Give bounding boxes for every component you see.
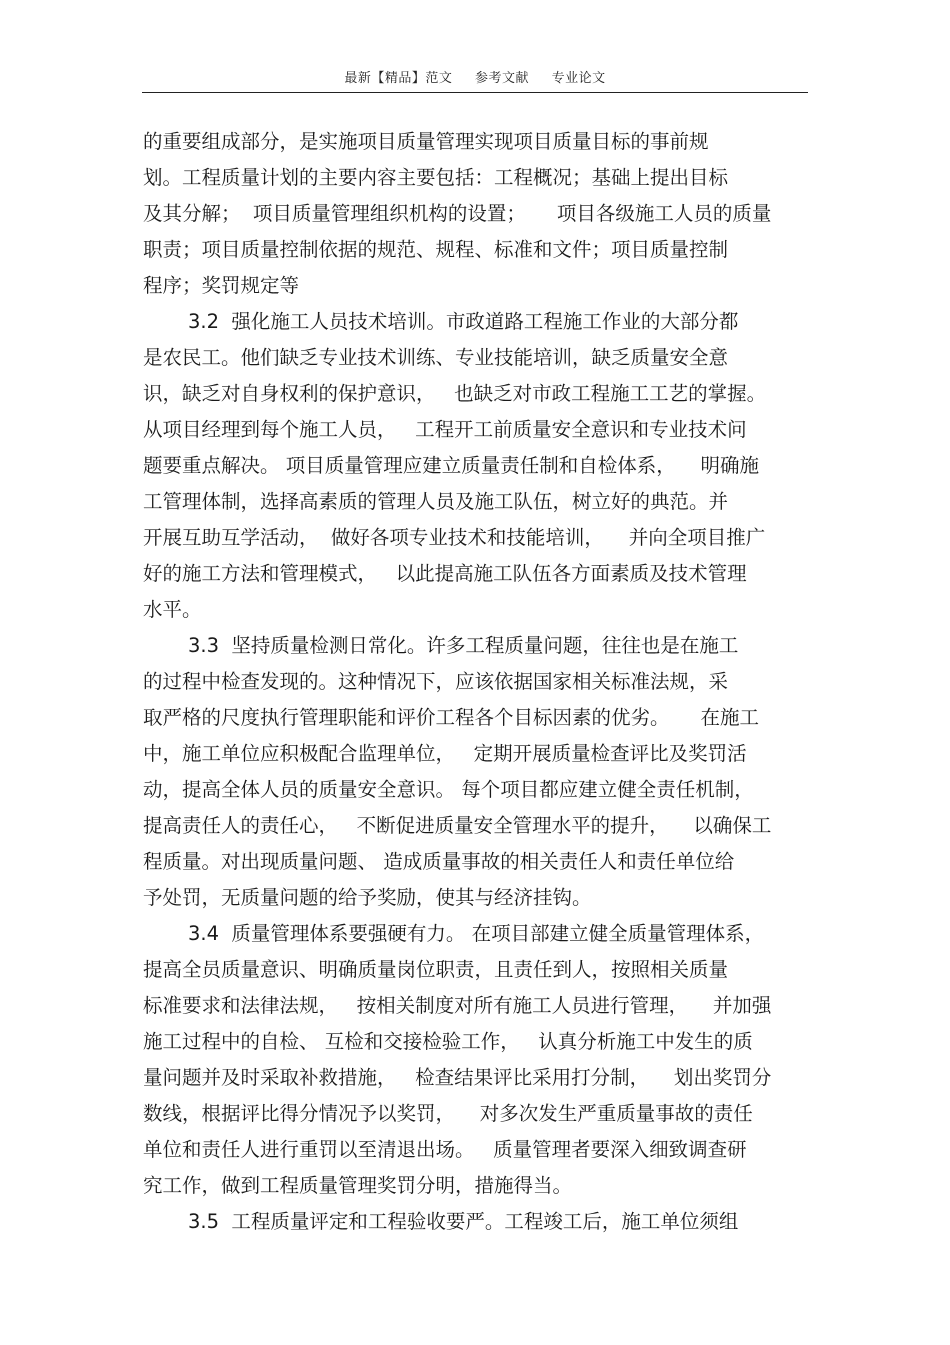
text-line: 及其分解； 项目质量管理组织机构的设置； 项目各级施工人员的质量 [143, 202, 772, 225]
text-line: 程质量。对出现质量问题、 造成质量事故的相关责任人和责任单位给 [143, 850, 735, 873]
header-item-lunwen: 专业论文 [551, 71, 606, 86]
text-line: 的重要组成部分，是实施项目质量管理实现项目质量目标的事前规 [143, 130, 709, 153]
text-line: 动，提高全体人员的质量安全意识。 每个项目都应建立健全责任机制， [143, 778, 754, 801]
text-line: 予处罚，无质量问题的给予奖励，使其与经济挂钩。 [143, 886, 592, 909]
text-line: 3.3 坚持质量检测日常化。许多工程质量问题，往往也是在施工 [188, 634, 739, 657]
text-line: 识，缺乏对自身权利的保护意识， 也缺乏对市政工程施工工艺的掌握。 [143, 382, 767, 405]
text-line: 划。工程质量计划的主要内容主要包括：工程概况；基础上提出目标 [143, 166, 729, 189]
text-line: 提高全员质量意识、明确质量岗位职责，且责任到人，按照相关质量 [143, 958, 729, 981]
paragraph-3-4 [143, 916, 808, 1204]
text-line: 单位和责任人进行重罚以至清退出场。 质量管理者要深入细致调查研 [143, 1138, 747, 1161]
header-item-cankao: 参考文献 [474, 71, 529, 86]
text-line: 是农民工。他们缺乏专业技术训练、专业技能培训，缺乏质量安全意 [143, 346, 729, 369]
text-line: 取严格的尺度执行管理职能和评价工程各个目标因素的优劣。 在施工 [143, 706, 759, 729]
text-line: 程序；奖罚规定等 [143, 274, 300, 297]
text-line: 数线，根据评比得分情况予以奖罚， 对多次发生严重质量事故的责任 [143, 1102, 753, 1125]
text-line: 好的施工方法和管理模式， 以此提高施工队伍各方面素质及技术管理 [143, 562, 747, 585]
text-line: 3.5 工程质量评定和工程验收要严。工程竣工后，施工单位须组 [188, 1210, 739, 1233]
header-item-fanwen: 最新【精品】范文 [344, 71, 453, 86]
text-line: 水平。 [143, 598, 202, 621]
text-line: 3.4 质量管理体系要强硬有力。 在项目部建立健全质量管理体系， [188, 922, 765, 945]
page-header [0, 67, 950, 86]
text-line: 的过程中检查发现的。这种情况下，应该依据国家相关标准法规，采 [143, 670, 729, 693]
header-rule [142, 92, 808, 93]
text-line: 量问题并及时采取补救措施， 检查结果评比采用打分制， 划出奖罚分 [143, 1066, 772, 1089]
text-line: 从项目经理到每个施工人员， 工程开工前质量安全意识和专业技术问 [143, 418, 747, 441]
text-line: 究工作，做到工程质量管理奖罚分明，措施得当。 [143, 1174, 573, 1197]
text-line: 题要重点解决。 项目质量管理应建立质量责任制和自检体系， 明确施 [143, 454, 759, 477]
text-line: 工管理体制，选择高素质的管理人员及施工队伍，树立好的典范。并 [143, 490, 729, 513]
text-line: 3.2 强化施工人员技术培训。市政道路工程施工作业的大部分都 [188, 310, 739, 333]
paragraph-3-5 [143, 1204, 808, 1240]
text-line: 开展互助互学活动， 做好各项专业技术和技能培训， 并向全项目推广 [143, 526, 766, 549]
text-line: 施工过程中的自检、 互检和交接检验工作， 认真分析施工中发生的质 [143, 1030, 753, 1053]
paragraph-3-2 [143, 304, 808, 628]
text-line: 职责；项目质量控制依据的规范、规程、标准和文件；项目质量控制 [143, 238, 729, 261]
text-line: 标准要求和法律法规， 按相关制度对所有施工人员进行管理， 并加强 [143, 994, 772, 1017]
paragraph-intro [143, 124, 808, 304]
paragraph-3-3 [143, 628, 808, 916]
text-line: 中，施工单位应积极配合监理单位， 定期开展质量检查评比及奖罚活 [143, 742, 747, 765]
document-body [143, 124, 808, 1240]
text-line: 提高责任人的责任心， 不断促进质量安全管理水平的提升， 以确保工 [143, 814, 772, 837]
